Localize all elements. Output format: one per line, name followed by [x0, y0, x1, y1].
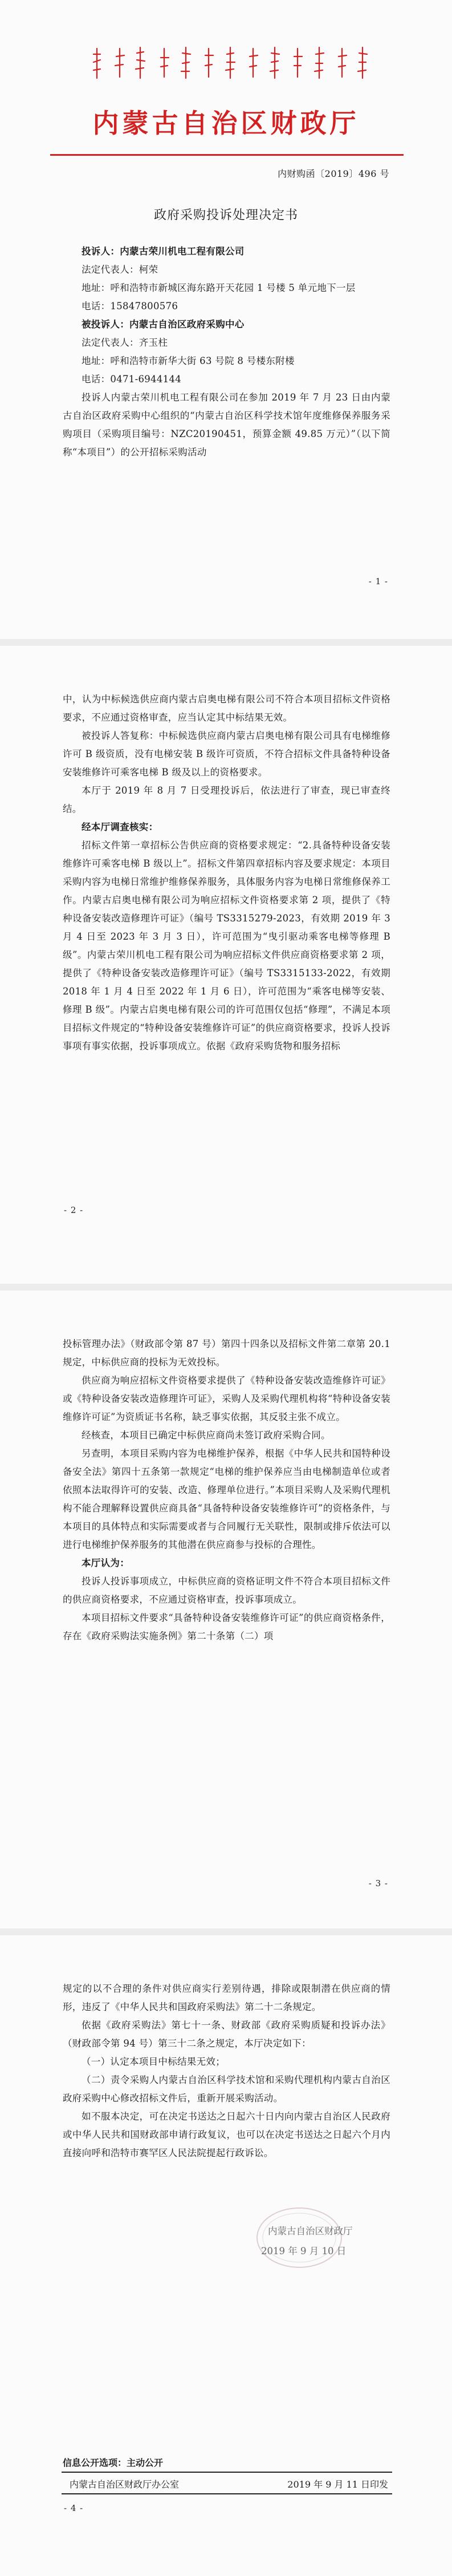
respondent: 被投诉人：内蒙古自治区政府采购中心	[82, 319, 245, 330]
page-number: - 1 -	[368, 576, 388, 587]
page-number: - 2 -	[64, 1205, 84, 1215]
paragraph: 依据《政府采购法》第七十一条、财政部《政府采购质疑和投诉办法》（财政部令第 94 号）第三十二条之规定，本厅决定如下：	[63, 2020, 390, 2049]
complaint-intro: 投诉人内蒙古荣川机电工程有限公司在参加 2019 年 7 月 23 日由内蒙古自治区政府采购中心组织的“内蒙古自治区科学技术馆年度维修保养服务采购项目（采购项目编号：NZC20190451，预算金额 49.85 万元）”（以下简称“本项目”）的公开招标采购活动	[63, 392, 390, 458]
page-2-body	[63, 690, 390, 1056]
decision-item: （一）认定本项目中标结果无效；	[82, 2056, 225, 2067]
page-4	[0, 1935, 452, 2576]
complainant-address: 地址：呼和浩特市新城区海东路开天花园 1 号楼 5 单元地下一层	[82, 282, 356, 293]
section-heading: 本厅认为：	[82, 1558, 129, 1568]
issuer: 内蒙古自治区财政厅办公室	[70, 2479, 180, 2490]
red-divider	[50, 154, 404, 156]
respondent-address: 地址：呼和浩特市新华大街 63 号院 8 号楼东附楼	[82, 355, 295, 366]
paragraph: 经核查，本项目已确定中标供应商尚未签订政府采购合同。	[82, 1430, 331, 1441]
complainant: 投诉人：内蒙古荣川机电工程有限公司	[82, 246, 245, 257]
respondent-rep: 法定代表人：齐玉柱	[82, 337, 168, 348]
footer-rule-top	[62, 2472, 392, 2473]
paragraph: 中，认为中标候选供应商内蒙古启奥电梯有限公司不符合本项目招标文件资格要求，不应通过资格审查，应当认定其中标结果无效。	[63, 694, 390, 723]
paragraph: 另查明，本项目采购内容为电梯维护保养，根据《中华人民共和国特种设备安全法》第四十五条第一款规定“电梯的维护保养应当由电梯制造单位或者依照本法取得许可的安装、改造、修理单位进行。”本项目采购人及采购代理机构不能合理解释设置供应商具备“具备特种设备安装维修许可”的资格条件，与本项目的具体特点和实际需要或者与合同履行无关联性，限制或排斥依法可以进行电梯维护保养服务的其他潜在供应商参与投标的合理性。	[63, 1448, 390, 1550]
page-3	[0, 1291, 452, 1928]
org-title: 内蒙古自治区财政厅	[92, 108, 360, 139]
complainant-phone: 电话：15847800576	[82, 301, 178, 312]
paragraph: 被投诉人答复称：中标候选供应商内蒙古启奥电梯有限公司具有电梯维修许可 B 级资质，没有电梯安装 B 级许可资质，不符合招标文件具备特种设备安装维修许可乘客电梯 B 级及以上的资格要求。	[63, 730, 390, 778]
paragraph: 本项目招标文件要求“具备特种设备安装维修许可证”的供应商资格条件，存在《政府采购法实施条例》第二十条第（二）项	[63, 1612, 390, 1641]
doc-number: 内财购函〔2019〕496 号	[278, 168, 389, 179]
official-seal	[251, 2203, 348, 2272]
footer-rule-bottom	[62, 2493, 392, 2494]
seal-date: 2019 年 9 月 10 日	[261, 2246, 347, 2256]
page-gap	[0, 639, 452, 646]
complainant-rep: 法定代表人：柯荣	[82, 264, 158, 275]
page-3-body	[63, 1335, 390, 1645]
decision-item: （二）责令采购人内蒙古自治区科学技术馆和采购代理机构内蒙古自治区政府采购中心修改招标文件后，重新开展采购活动。	[63, 2074, 390, 2104]
page-1	[0, 0, 452, 639]
doc-title: 政府采购投诉处理决定书	[153, 208, 298, 223]
page-gap	[0, 1928, 452, 1935]
seal-org: 内蒙古自治区财政厅	[268, 2226, 353, 2237]
mongolian-caption-glyphs	[85, 43, 370, 83]
paragraph: 供应商为响应招标文件资格要求提供了《特种设备安装改造维修许可证》或《特种设备安装改造修理许可证》，采购人及采购代理机构将“特种设备安装维修许可证”为资质证书名称，缺乏事实依据，其反驳主张不成立。	[63, 1375, 390, 1422]
paragraph: 如不服本决定，可在决定书送达之日起六十日内向内蒙古自治区人民政府或中华人民共和国财政部申请行政复议，也可以在决定书送达之日起六个月内直接向呼和浩特市赛罕区人民法院提起行政诉讼。	[63, 2111, 390, 2158]
paragraph: 投诉人投诉事项成立，中标供应商的资格证明文件不符合本项目招标文件的供应商资格要求，不应通过资格审查，投诉事项成立。	[63, 1576, 390, 1605]
page-1-body	[63, 242, 390, 462]
page-4-body	[63, 1980, 390, 2162]
respondent-phone: 电话：0471-6944144	[82, 374, 182, 385]
page-2	[0, 646, 452, 1284]
section-heading: 经本厅调查核实：	[82, 822, 158, 832]
disclosure-option: 信息公开选项：主动公开	[63, 2457, 164, 2468]
paragraph: 规定的以不合理的条件对供应商实行差别待遇，排除或限制潜在供应商的情形，违反了《中华人民共和国政府采购法》第二十二条规定。	[63, 1983, 390, 2012]
issue-date: 2019 年 9 月 11 日印发	[287, 2479, 388, 2490]
page-number: - 3 -	[368, 1878, 388, 1888]
paragraph: 本厅于 2019 年 8 月 7 日受理投诉后，依法进行了审查，现已审查终结。	[63, 785, 390, 814]
page-number: - 4 -	[64, 2503, 84, 2513]
paragraph: 投标管理办法》（财政部令第 87 号）第四十四条以及招标文件第二章第 20.1 规定，中标供应商的投标为无效投标。	[63, 1338, 390, 1368]
page-gap	[0, 1284, 452, 1291]
paragraph: 招标文件第一章招标公告供应商的资格要求规定：“2.具备特种设备安装维修许可乘客电梯 B 级以上”。招标文件第四章招标内容及要求规定：本项目采购内容为电梯日常维护维修保养服务，具体服务内容为电梯日常维修保养工作。内蒙古启奥电梯有限公司为响应招标文件资格要求第 2 项，提供了《特种设备安装改造修理许可证》（编号 TS3315279-2023，有效期 2019 年 3 月 4 日至 2023 年 3 月 3 日），许可范围为“曳引驱动乘客电梯等修理 B 级”。内蒙古荣川机电工程有限公司为响应招标文件供应商资格要求第 2 项，提供了《特种设备安装改造修理许可证》（编号 TS3315133-2022，有效期 2018 年 1 月 4 日至 2022 年 1 月 6 日），许可范围为“乘客电梯等安装、修理 B 级”。内蒙古启奥电梯有限公司的许可范围仅包括“修理”，不满足本项目招标文件规定的“特种设备安装维修许可证”的供应商资格要求，投诉人投诉事项有事实依据，投诉事项成立。依据《政府采购货物和服务招标	[63, 840, 390, 1052]
